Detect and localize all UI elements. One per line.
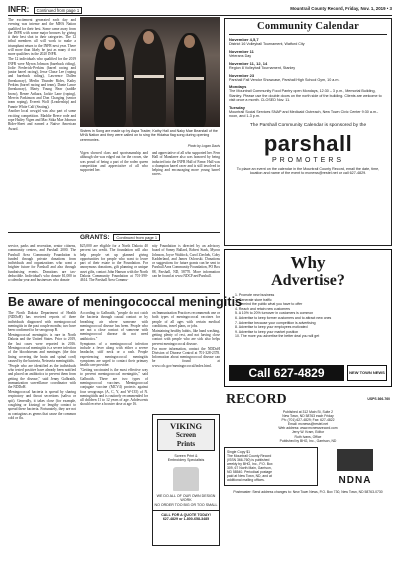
paragraph: on Immunization Practices recommends one or both types of meningococcal vaccines for people of all ages with certain medical conditions, travel plans, or jobs. bbox=[152, 311, 220, 328]
page-separator: • bbox=[386, 6, 389, 11]
photo-article-right bbox=[152, 151, 220, 231]
calendar-item: Mondays The Mountrail Community Food Pantry open Mondays, 12:30 – 3 p.m., Memorial Building, Stanley. Please use the double doors on the north side of the building. Clients are welcome to visit once a month. CLOSED Nov. 11. bbox=[229, 84, 382, 103]
ad-phone: Call 627-4829 bbox=[229, 365, 344, 381]
photo-article-left bbox=[80, 151, 148, 231]
paragraph: Meningococcal bacteria is spread by sharing respiratory and throat secretions (saliva or spit). Generally, it takes close (for example, coughing or kissing) or lengthy contact to spread these bacteria. Fortunately, they are not as contagious as germs that cause the common cold or flu. bbox=[8, 390, 76, 420]
dress-trim-right bbox=[176, 77, 204, 80]
page-number: 3 bbox=[389, 6, 392, 11]
calendar-title: Community Calendar bbox=[257, 21, 359, 32]
viking-logo-line: Prints bbox=[176, 440, 196, 448]
ndna-text: NDNA bbox=[338, 474, 372, 486]
infr-section-header bbox=[8, 5, 128, 15]
masthead-title: RECORD bbox=[226, 392, 287, 407]
paragraph: The 12 individuals who qualified for the 2019 INFR were Myron Johnson (bareback riding), Jodie Frederick-Perkins (barrel racing and junior barrel racing), Jesse Chase Lee (roping and bareback riding), Lawrence Dallen (breakaway), Merlin Thunder Rides, Kathy Perkins (barrel racing and team), Dante Lance (breakaway), Marty Young Bear (saddle bronc), Renee Arikara, Jackie Lane (roping), Mervin Parkinson and Don Charging (senior team roping), Everett Wolf (Leadership) and Fannie White Calf (Seating). bbox=[8, 57, 76, 109]
list-item: 5. A 10% to 20% turnover in customers is common bbox=[235, 311, 314, 316]
list-item: 1. Promote new business bbox=[235, 293, 275, 297]
section-label: INFR: bbox=[8, 5, 30, 14]
paragraph: According to Galbraith, "people do not catch the bacteria through casual contact or by breathing air where someone with meningococcal disease has been. People who are not a close contact of someone with meningococcal disease do not need antibiotics." bbox=[80, 311, 148, 341]
list-item: 10. The more you advertise the better deal you will get bbox=[235, 334, 320, 339]
viking-logo bbox=[157, 419, 215, 451]
grants-col2: $25,000 are eligible for a North Dakota 40 percent tax credit. The foundation will also help people set up planned giving opportunities for people who want to leave part of their estate to the Foundation. For anonymous donations, gift planning or unique asset gifts, contact John Hanson with the North Dakota Community Foundation at 701-390-4614. The Parshall Area Commu- bbox=[80, 244, 148, 283]
paper-dateline: Mountrail County Record, Friday, Nov. 1, 2019 bbox=[290, 6, 386, 11]
grants-section-header bbox=[80, 234, 220, 243]
infr-article-col1 bbox=[8, 18, 76, 230]
ad-headline-advertise: Advertise? bbox=[271, 272, 345, 289]
list-item: 4. Reach and retain new customers bbox=[235, 306, 291, 311]
mening-top-rule bbox=[8, 293, 220, 294]
ndna-logo bbox=[318, 447, 392, 486]
parshall-logo-text: parshall bbox=[263, 131, 353, 157]
mening-col2 bbox=[80, 311, 148, 561]
list-item: 8. Advertise to keep your employees motivated bbox=[235, 325, 308, 330]
list-item: 6. Advertise to keep former customers and to attract new ones bbox=[235, 315, 332, 320]
photo-credit: Photo by Logan Davis bbox=[187, 144, 220, 148]
calendar-item: Tuesday Mountrail Social Services SNAP and Medicaid Outreach, New Town Civic Center 9:30 a.m.-noon, and 1-3 p.m. bbox=[229, 104, 379, 119]
parshall-logo bbox=[225, 131, 391, 164]
header-rule bbox=[8, 15, 392, 16]
why-advertise-ad bbox=[224, 249, 392, 387]
calendar-sponsor-line: The Parshall Community Calendar is sponsored by the bbox=[249, 123, 367, 129]
masthead-box bbox=[224, 392, 392, 562]
grants-label: GRANTS: bbox=[80, 234, 110, 241]
paragraph: "People who are identified as the individuals who tested positive have already been notified and placed on antibiotics to prevent them from getting the disease," said Jenny Galbraith, immunization surveillance coordinator with the NDDoH. bbox=[8, 363, 76, 390]
tshirt-graphic bbox=[173, 467, 199, 491]
calendar-item: November 11, 12, 14 Region 8 Volleyball Tournament, Stanley bbox=[229, 60, 296, 70]
calendar-title-rule bbox=[229, 34, 387, 35]
viking-logo-line: VIKING bbox=[169, 421, 203, 431]
mening-col1 bbox=[8, 311, 76, 561]
north-dakota-map-icon bbox=[335, 447, 375, 473]
ad-headline-why: Why bbox=[290, 253, 326, 272]
continued-tag: Continued from page 1 bbox=[34, 7, 83, 14]
photo-caption: Sisters in Song are made up by Aspa Trader, Kathy Hall and Naky Mae Bearstail of the MHA Nation and they were called on to sing the Hidatsa flag song during opening ceremonies. bbox=[80, 129, 218, 142]
mening-col3 bbox=[152, 311, 220, 411]
viking-phone: 627-4829 or 1-800-658-3485 bbox=[162, 517, 210, 522]
subscription-info: Single Copy $1 The Mountrail County Record (ISSN 366-760) is published weekly by BHG, Inc., P.O. Box 309, 67 North Main, Garrison, ND 58540. Periodical postage paid at New Town, ND, and at additional mailing offices. bbox=[224, 447, 318, 486]
new-town-news-logo: NEW TOWN NEWS bbox=[347, 365, 387, 381]
meningococcal-headline: Be aware of meningococcal meningitis bbox=[8, 295, 243, 309]
grants-col3: nity Foundation is directed by an advisory board of Sonny Ballard, Robert Stark, Myron Johnson, Joyce Waldock, Carol Ziechek, Coby Kadderland, and James Oslowski. Donations or suggestions for future grants can be sent to Parshall Area Community Foundation, PO Box 88, Parshall, ND, 58770. More information can be found at www.NDCF.net/Parshall. bbox=[152, 244, 220, 279]
list-item: 3. Remind the public what you have to offer bbox=[235, 302, 303, 307]
masthead-lower bbox=[224, 447, 392, 486]
viking-logo-line: Screen bbox=[175, 431, 197, 439]
calendar-item: November 4,5,7 District 16 Volleyball Tournament, Watford City bbox=[229, 37, 305, 47]
ad-footer bbox=[229, 364, 387, 382]
usps-number: USPS 366-760 bbox=[367, 397, 390, 401]
promoters-logo-text: PROMOTERS bbox=[271, 157, 345, 165]
calendar-footer: To place an event on the calendar in the Mountrail County Record, email the date, time, location and name of the event to mcnews@restel.net or call 627-4829. bbox=[236, 167, 380, 176]
calendar-item: November 11 Veterans Day bbox=[229, 49, 254, 59]
paragraph: Maintaining healthy habits, like hand washing, getting plenty of rest, and not having close contact with people who are sick also helps prevent meningococcal disease. bbox=[152, 328, 220, 346]
postmaster-notice: Postmaster: Send address changes to: New Town News, P.O. Box 730, New Town, ND 58763-0730 bbox=[233, 489, 383, 494]
dress-trim-center bbox=[134, 75, 164, 78]
sisters-in-song-photo bbox=[80, 17, 220, 127]
page-header bbox=[200, 6, 392, 14]
list-item: 7. Advertise because your competition is advertising bbox=[235, 320, 316, 325]
paragraph: Meningococcal meningitis is rare in North Dakota and the United States. Prior to 2019, the last cases were reported in 2016. Meningococcal meningitis is a severe infection of the bloodstream and meninges (the thin lining covering the brain and spinal cord) caused by the bacteria, Neisseria meningitidis. bbox=[8, 333, 76, 363]
list-item: 9. Advertise to keep your market position bbox=[235, 329, 299, 334]
grants-top-rule bbox=[8, 232, 220, 233]
viking-note-design: WE DO ALL OF OUR OWN DESIGN WORK bbox=[156, 493, 216, 503]
calendar-items bbox=[225, 37, 391, 118]
paragraph: Another local cowgirl was also part of some exciting competition. Maddie Reece rode and rope Hailey Vigen and Mac Sitka Mae Johnson Rider-Sheet and earned a Native American Award. bbox=[8, 109, 76, 131]
face-center bbox=[143, 31, 154, 44]
paragraph: and appreciative of all who supported her. Fern Hall of Mandaree also was honored by being inducted into the INFR Hall of Fame. Hall was a champion barrel racer and is still involved in helping and encouraging more young barrel racers. bbox=[152, 151, 220, 177]
continued-tag: Continued from page 1 bbox=[113, 234, 160, 241]
masthead-address: Published at 312 Main St, Suite 2 New Town, ND 58763 each Friday Ph: (701) 627-4829; Fax: 627-4822 Email: mcnews@restel.net Web address: www.mcnewsrecord.com Jerry W. Kram, Editor Ruth Ivans, Office Published by BHG, Inc., Garrison, ND bbox=[278, 410, 338, 443]
face-left bbox=[104, 37, 115, 50]
calendar-item: November 23 Parshall Fall Vendor Showcase, Parshall High School Gym, 10 a.m. bbox=[229, 72, 340, 82]
viking-screen-prints-ad bbox=[152, 414, 220, 546]
community-calendar bbox=[224, 18, 392, 246]
grants-col1: service, parks and recreation, senior citizens, community centers, and Parshall 2000. The Parshall Area Community Foundation is funded through private donations from individuals and organizations who want a brighter future for Parshall and also through fundraising events. Donations are tax-deductible. Individual's who donate $1,000 in a calendar year and businesses who donate bbox=[8, 244, 76, 283]
list-item: 2. Generate store traffic bbox=[235, 297, 272, 302]
paragraph: Vigen showed class and sportsmanship and although she was edged out for the crown, she was proud of being a part of the rodeo queen competition and appreciative of all who supported her. bbox=[80, 151, 148, 173]
viking-services: Screen Print & Embroidery Specialists bbox=[167, 454, 205, 463]
paragraph: For more information, contact the NDDoH Division of Disease Control at 701-328-2378. Information about meningococcal disease can be found at www.cdc.gov/meningococcal/index.html. bbox=[152, 346, 220, 368]
paragraph: The excitement generated each day and evening was intense and the MHA Nation qualified for their best. Some came away from the INFR with some major bronzes by giving it their best shot in their categories. The 12 tribal members all will work to make a triumphant return to the INFR next year. There will more than likely be just as many if not more qualifiers in the 2020 INFR. bbox=[8, 18, 76, 57]
viking-note-size: NO ORDER TOO BIG OR TOO SMALL bbox=[154, 502, 218, 507]
paragraph: Symptoms of a meningococcal infection include a fever along with either a severe headache, stiff neck or a rash. People experiencing meningococcal meningitis symptoms are urged to contact their primary health care provider. bbox=[80, 341, 148, 368]
paragraph: "Getting vaccinated is the most effective way to prevent meningococcal meningitis," said Galbraith. There are two types of meningococcal vaccines. Meningococcal conjugate vaccine (MCV4) protects against four serogroups (A, C, Y, and W-135) of N. meningitidis and is routinely recommended for all children 11 to 12 years of age. Adolescents should receive a booster dose at age 16. bbox=[80, 368, 148, 407]
paragraph: The North Dakota Department of Health (NDDoH) has received reports of three individuals diagnosed with meningococcal meningitis in the past couple months; two have been confirmed to be serogroup B. bbox=[8, 311, 76, 333]
face-right bbox=[184, 35, 195, 48]
dress-trim-left bbox=[96, 77, 124, 80]
viking-call: CALL FOR A QUOTE TODAY! bbox=[153, 510, 219, 517]
